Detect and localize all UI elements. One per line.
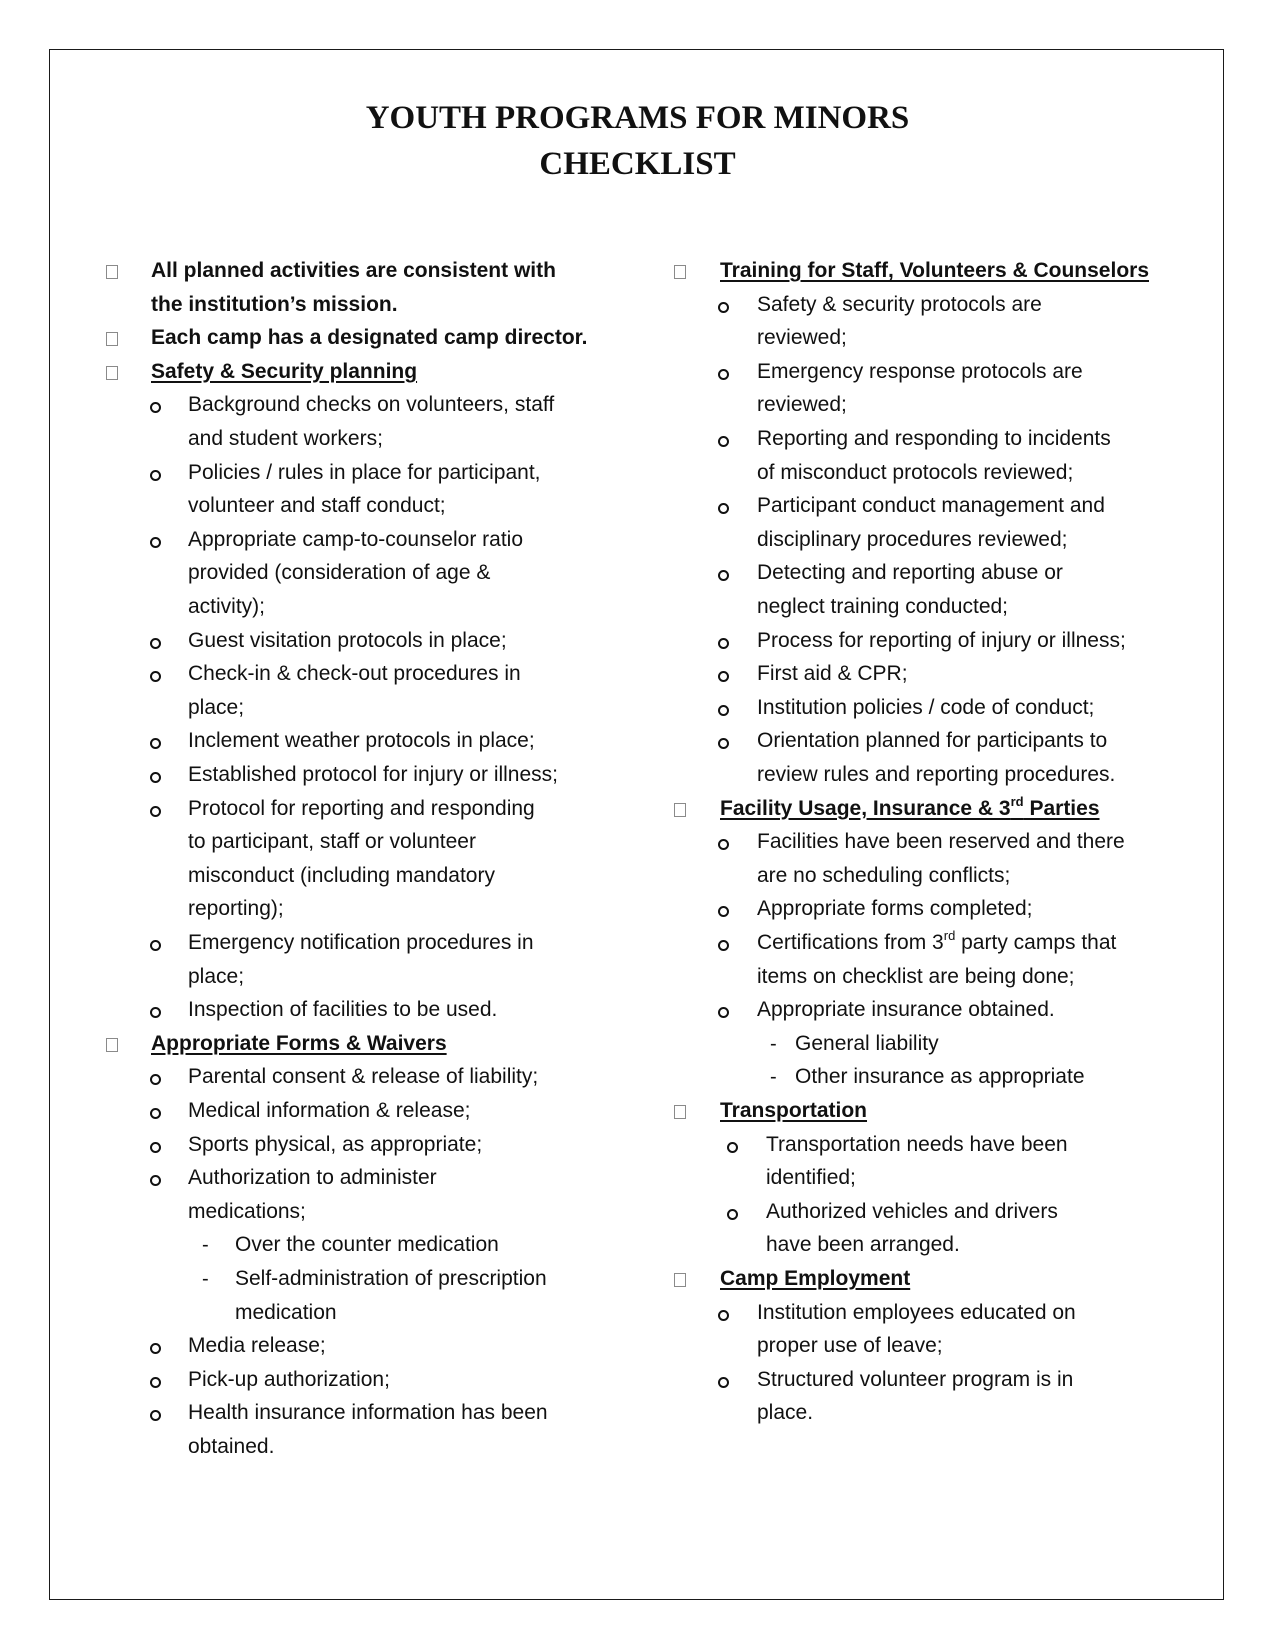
item-text: have been arranged. xyxy=(766,1233,960,1257)
dash-bullet-icon: - xyxy=(202,1268,209,1290)
item-text: General liability xyxy=(795,1031,939,1055)
item-text: volunteer and staff conduct; xyxy=(188,494,446,518)
hollow-circle-bullet-icon xyxy=(718,638,729,649)
section-heading: Safety & Security planning xyxy=(151,359,418,383)
item-text: First aid & CPR; xyxy=(757,662,908,686)
item-text: Health insurance information has been xyxy=(188,1401,548,1425)
item-text: medications; xyxy=(188,1199,306,1223)
item-text: place; xyxy=(188,964,245,988)
hollow-circle-bullet-icon xyxy=(718,302,729,313)
hollow-circle-bullet-icon xyxy=(718,940,729,951)
section-heading: Facility Usage, Insurance & 3rd Parties xyxy=(720,793,1100,820)
item-text: obtained. xyxy=(188,1435,275,1458)
item-text: medication xyxy=(235,1300,337,1324)
item-text: Detecting and reporting abuse or xyxy=(757,561,1063,585)
item-text: All planned activities are consistent with xyxy=(151,259,556,282)
checkbox-icon[interactable] xyxy=(674,265,686,279)
item-text: Policies / rules in place for participant, xyxy=(188,460,541,484)
checkbox-icon[interactable] xyxy=(674,803,686,817)
item-text: Self-administration of prescription xyxy=(235,1267,547,1290)
item-text: Pick-up authorization; xyxy=(188,1367,390,1391)
item-text: the institution’s mission. xyxy=(151,292,398,316)
item-text: identified; xyxy=(766,1166,856,1190)
item-text: Parental consent & release of liability; xyxy=(188,1065,539,1089)
checkbox-icon[interactable] xyxy=(106,366,118,380)
item-text: Institution employees educated on xyxy=(757,1300,1076,1324)
item-text: and student workers; xyxy=(188,427,383,450)
hollow-circle-bullet-icon xyxy=(727,1142,738,1153)
hollow-circle-bullet-icon xyxy=(150,940,161,951)
hollow-circle-bullet-icon xyxy=(718,369,729,380)
item-text: reviewed; xyxy=(757,393,847,417)
item-text: Appropriate forms completed; xyxy=(757,897,1033,921)
item-text: Medical information & release; xyxy=(188,1099,471,1122)
section-heading: Transportation xyxy=(720,1099,868,1122)
item-text: Over the counter medication xyxy=(235,1233,499,1257)
item-text: Transportation needs have been xyxy=(766,1132,1068,1156)
hollow-circle-bullet-icon xyxy=(150,470,161,481)
item-text: Guest visitation protocols in place; xyxy=(188,628,507,652)
item-text: Certifications from 3rd party camps that xyxy=(757,928,1117,954)
hollow-circle-bullet-icon xyxy=(150,537,161,548)
checkbox-icon[interactable] xyxy=(674,1105,686,1119)
item-text: provided (consideration of age & xyxy=(188,561,491,585)
item-text: Emergency response protocols are xyxy=(757,359,1083,383)
item-text: Authorization to administer xyxy=(188,1166,437,1190)
hollow-circle-bullet-icon xyxy=(150,1142,161,1153)
item-text: Appropriate insurance obtained. xyxy=(757,998,1055,1022)
hollow-circle-bullet-icon xyxy=(150,1377,161,1388)
hollow-circle-bullet-icon xyxy=(718,1377,729,1388)
item-text: Structured volunteer program is in xyxy=(757,1367,1074,1391)
item-text: disciplinary procedures reviewed; xyxy=(757,527,1068,551)
item-text: place. xyxy=(757,1401,814,1425)
item-text: Process for reporting of injury or illness; xyxy=(757,628,1126,652)
item-text: reporting); xyxy=(188,897,284,921)
item-text: to participant, staff or volunteer xyxy=(188,830,476,854)
section-heading: Training for Staff, Volunteers & Counselors xyxy=(720,259,1149,282)
hollow-circle-bullet-icon xyxy=(727,1209,738,1220)
checkbox-icon[interactable] xyxy=(674,1273,686,1287)
item-text: proper use of leave; xyxy=(757,1334,943,1358)
item-text: Protocol for reporting and responding xyxy=(188,796,535,820)
item-text: Other insurance as appropriate xyxy=(795,1065,1085,1089)
hollow-circle-bullet-icon xyxy=(718,1310,729,1321)
item-text: Each camp has a designated camp director. xyxy=(151,326,588,350)
item-text: Appropriate camp-to-counselor ratio xyxy=(188,527,523,551)
hollow-circle-bullet-icon xyxy=(150,638,161,649)
item-text: Inclement weather protocols in place; xyxy=(188,729,535,753)
item-text: Orientation planned for participants to xyxy=(757,729,1108,753)
item-text: are no scheduling conflicts; xyxy=(757,863,1011,887)
section-heading: Camp Employment xyxy=(720,1267,911,1290)
item-text: items on checklist are being done; xyxy=(757,964,1075,988)
hollow-circle-bullet-icon xyxy=(718,436,729,447)
checkbox-icon[interactable] xyxy=(106,1038,118,1052)
dash-bullet-icon: - xyxy=(202,1234,209,1257)
item-text: misconduct (including mandatory xyxy=(188,863,495,887)
item-text: Participant conduct management and xyxy=(757,494,1105,518)
hollow-circle-bullet-icon xyxy=(150,1108,161,1119)
item-text: Established protocol for injury or illness; xyxy=(188,763,559,786)
item-text: Sports physical, as appropriate; xyxy=(188,1132,483,1156)
item-text: neglect training conducted; xyxy=(757,595,1009,618)
item-text: reviewed; xyxy=(757,326,847,350)
item-text: Safety & security protocols are xyxy=(757,292,1042,316)
document-title-line-1: YOUTH PROGRAMS FOR MINORS xyxy=(365,100,910,136)
hollow-circle-bullet-icon xyxy=(718,705,729,716)
hollow-circle-bullet-icon xyxy=(150,806,161,817)
item-text: Facilities have been reserved and there xyxy=(757,830,1125,854)
checkbox-icon[interactable] xyxy=(106,265,118,279)
checkbox-icon[interactable] xyxy=(106,332,118,346)
item-text: Media release; xyxy=(188,1334,326,1358)
dash-bullet-icon: - xyxy=(770,1066,777,1089)
hollow-circle-bullet-icon xyxy=(150,772,161,783)
document-title-line-2: CHECKLIST xyxy=(539,146,736,182)
item-text: Inspection of facilities to be used. xyxy=(188,998,498,1022)
item-text: activity); xyxy=(188,595,266,618)
item-text: review rules and reporting procedures. xyxy=(757,763,1116,786)
item-text: Check-in & check-out procedures in xyxy=(188,662,521,686)
item-text: Reporting and responding to incidents xyxy=(757,427,1111,450)
item-text: Background checks on volunteers, staff xyxy=(188,393,555,417)
item-text: of misconduct protocols reviewed; xyxy=(757,460,1074,484)
item-text: Authorized vehicles and drivers xyxy=(766,1199,1058,1223)
section-heading: Appropriate Forms & Waivers xyxy=(151,1031,447,1055)
item-text: Institution policies / code of conduct; xyxy=(757,695,1095,719)
item-text: place; xyxy=(188,695,245,719)
dash-bullet-icon: - xyxy=(770,1032,777,1055)
item-text: Emergency notification procedures in xyxy=(188,931,534,954)
